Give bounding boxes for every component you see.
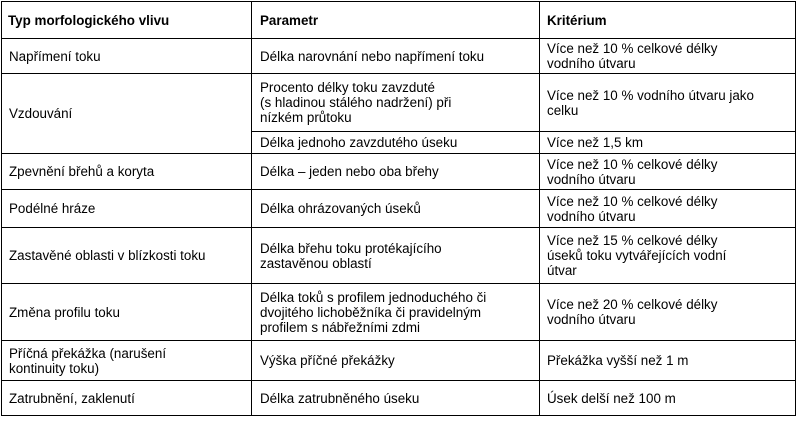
table-row (2, 39, 796, 74)
row-type-cell: Příčná překážka (narušení kontinuity toku) (2, 341, 252, 381)
row-parameter-cell: Délka toků s profilem jednoduchého či dvojitého lichoběžníka či pravidelným profilem s nábřežními zdmi (252, 284, 540, 341)
row-criterion-cell: Více než 10 % celkové délky vodního útvaru (540, 154, 796, 190)
row-criterion-cell: Překážka vyšší než 1 m (540, 341, 796, 381)
table-row (2, 74, 796, 132)
table-header-row (2, 2, 796, 39)
table-row (2, 341, 796, 381)
table-row (2, 154, 796, 190)
row-criterion-cell: Více než 20 % celkové délky vodního útvaru (540, 284, 796, 341)
row-criterion-cell: Úsek delší než 100 m (540, 381, 796, 416)
table-row (2, 381, 796, 416)
row-type-cell: Zastavěné oblasti v blízkosti toku (2, 228, 252, 284)
table-row (2, 228, 796, 284)
row-type-cell: Změna profilu toku (2, 284, 252, 341)
row-parameter-cell: Procento délky toku zavzduté (s hladinou stálého nadržení) při nízkém průtoku (252, 74, 540, 132)
row-criterion-cell: Více než 10 % celkové délky vodního útvaru (540, 39, 796, 74)
header-criterion: Kritérium (540, 2, 796, 39)
row-criterion-cell: Více než 15 % celkové délky úseků toku vytvářejících vodní útvar (540, 228, 796, 284)
row-parameter-cell: Délka břehu toku protékajícího zastavěnou oblastí (252, 228, 540, 284)
morphology-criteria-table (1, 1, 796, 416)
header-type: Typ morfologického vlivu (2, 2, 252, 39)
row-criterion-cell: Více než 1,5 km (540, 132, 796, 154)
header-parameter: Parametr (252, 2, 540, 39)
row-parameter-cell: Výška příčné překážky (252, 341, 540, 381)
row-type-cell: Podélné hráze (2, 190, 252, 228)
table-row (2, 190, 796, 228)
row-parameter-cell: Délka jednoho zavzdutého úseku (252, 132, 540, 154)
table-row (2, 284, 796, 341)
row-type-cell: Napřímení toku (2, 39, 252, 74)
row-type-cell: Zpevnění břehů a koryta (2, 154, 252, 190)
row-parameter-cell: Délka zatrubněného úseku (252, 381, 540, 416)
row-type-cell: Zatrubnění, zaklenutí (2, 381, 252, 416)
row-criterion-cell: Více než 10 % vodního útvaru jako celku (540, 74, 796, 132)
row-criterion-cell: Více než 10 % celkové délky vodního útvaru (540, 190, 796, 228)
row-parameter-cell: Délka – jeden nebo oba břehy (252, 154, 540, 190)
row-parameter-cell: Délka narovnání nebo napřímení toku (252, 39, 540, 74)
row-parameter-cell: Délka ohrázovaných úseků (252, 190, 540, 228)
row-type-cell: Vzdouvání (2, 74, 252, 154)
